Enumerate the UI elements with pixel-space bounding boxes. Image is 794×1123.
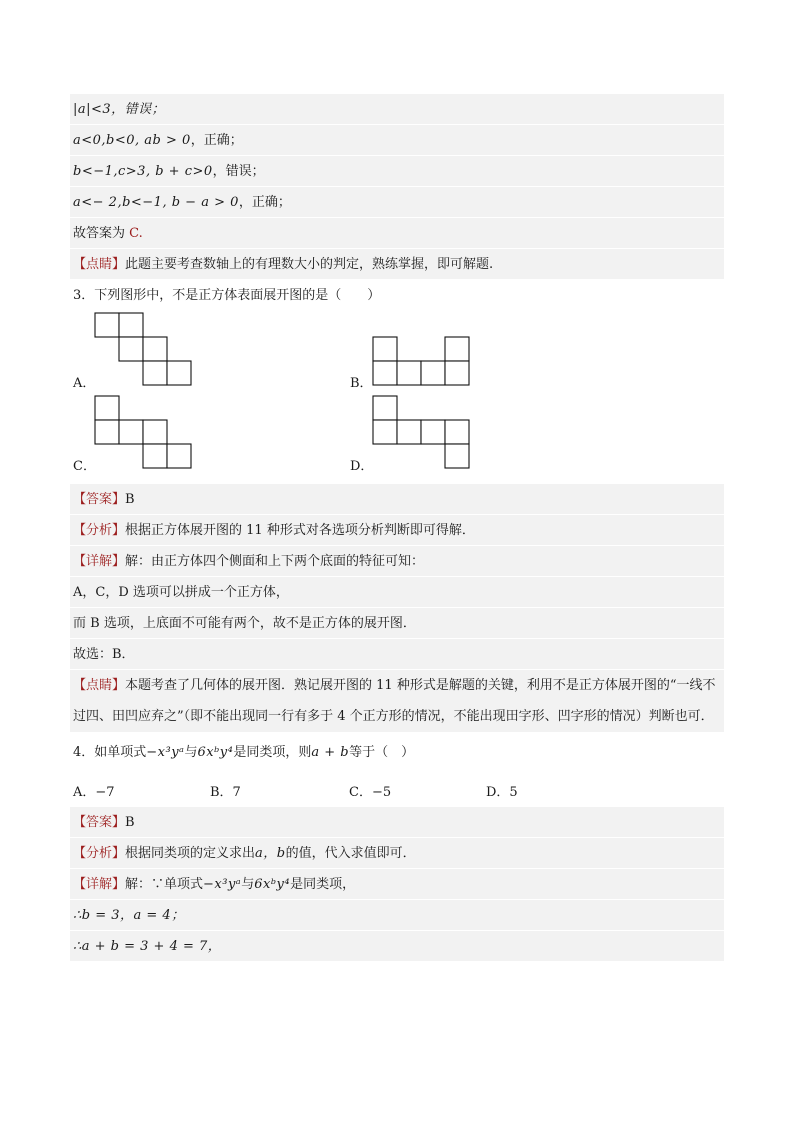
solution-line-1 [70,94,724,125]
verdict-text: ，错误； [212,164,265,179]
detail-tag: 【详解】 [73,554,126,569]
monomial-1: −x³yᵃ [146,745,185,760]
answer-prefix: 故答案为 [73,226,126,241]
option-a-label: A． [73,376,96,391]
stem-end: 等于（ ） [349,745,415,760]
option-c: C．−5 [349,785,392,800]
previous-solution [70,94,724,280]
net-square [95,420,119,444]
analysis-text: 根据正方体展开图的 11 种形式对各选项分析判断即可得解． [125,523,475,538]
detail-line-4: 故选：B． [70,639,724,670]
dianjing-tag: 【点睛】 [73,257,126,272]
option-b: B．7 [210,785,241,800]
sum-expression: a + b [311,745,350,760]
math-expression: a<0,b<0, ab > 0 [73,133,191,148]
figure-c [94,395,196,471]
math-step: ∴a + b = 3 + 4 = 7， [73,939,222,954]
step-line-2 [70,931,724,962]
net-square [167,361,191,385]
net-square [95,313,119,337]
math-step: ∴b = 3，a = 4； [73,908,185,923]
net-square [421,361,445,385]
net-square [397,361,421,385]
answer-line [70,484,724,515]
net-square [119,420,143,444]
answer-tag: 【答案】 [73,492,126,507]
detail-mid: 与 [241,877,255,892]
verdict-text: ，正确； [238,195,291,210]
math-expression: b<−1,c>3, b + c>0 [73,164,213,179]
detail-tag: 【详解】 [73,877,126,892]
detail-line [70,546,724,577]
analysis-variables: a，b [255,846,286,861]
detail-line-3: 而 B 选项，上底面不可能有两个，故不是正方体的展开图． [70,608,724,639]
question-3-figures [70,312,724,484]
monomial-2: 6xᵇy⁴ [197,745,234,760]
net-square [143,337,167,361]
net-square [373,361,397,385]
option-b-label: B． [350,376,373,391]
question-3-solution [70,484,724,733]
net-square [445,361,469,385]
net-square [167,444,191,468]
step-line-1 [70,900,724,931]
math-expression: a<− 2,b<−1, b − a > 0 [73,195,239,210]
option-d: D．5 [486,785,518,800]
detail-text: 解：由正方体四个侧面和上下两个底面的特征可知： [125,554,425,569]
option-d-label: D． [350,459,374,474]
net-square [95,396,119,420]
dianjing-line [70,249,724,280]
dianjing-text: 此题主要考查数轴上的有理数大小的判定，熟练掌握，即可解题. [125,257,494,272]
math-expression: |a|<3，错误； [73,102,166,117]
option-a: A．−7 [73,785,115,800]
analysis-text: 根据同类项的定义求出 [125,846,256,861]
dianjing-paragraph [70,670,724,733]
net-square [143,444,167,468]
net-square [143,420,167,444]
document-page [70,94,724,962]
question-3-stem: 3．下列图形中，不是正方体表面展开图的是（ ） [73,288,381,303]
analysis-tag: 【分析】 [73,846,126,861]
analysis-tag: 【分析】 [73,523,126,538]
net-square [445,444,469,468]
detail-line [70,869,724,900]
verdict-text: ，正确； [190,133,243,148]
net-square [119,313,143,337]
analysis-line [70,838,724,869]
monomial-1: −x³yᵃ [203,877,242,892]
answer-line [70,807,724,838]
figure-a [94,312,196,388]
net-square [373,396,397,420]
net-square [445,420,469,444]
detail-line-2: A，C，D 选项可以拼成一个正方体， [70,577,724,608]
answer-value: C. [129,226,143,241]
option-c-label: C． [73,459,96,474]
analysis-text-end: 的值，代入求值即可． [285,846,416,861]
monomial-2: 6xᵇy⁴ [254,877,291,892]
solution-line-2 [70,125,724,156]
analysis-line [70,515,724,546]
answer-tag: 【答案】 [73,815,126,830]
detail-text-end: 是同类项， [290,877,356,892]
question-4-options [70,773,724,807]
solution-line-4 [70,187,724,218]
net-square [421,420,445,444]
net-square [373,420,397,444]
stem-mid: 与 [184,745,198,760]
net-square [143,361,167,385]
dianjing-text: 本题考查了几何体的展开图．熟记展开图的 11 种形式是解题的关键，利用不是正方体展开图的“一线不过四、田凹应弃之”（即不能出现同一行有多于 4 个正方形的情况，不能出现田字形、凹字形的情况）判断也可． [73,678,716,724]
question-4-stem [70,733,724,773]
figure-d [372,395,474,471]
net-square [119,337,143,361]
answer-value: B [125,492,135,507]
figure-b [372,336,474,388]
net-square [445,337,469,361]
answer-line [70,218,724,249]
answer-value: B [125,815,135,830]
stem-prefix: 4．如单项式 [73,745,147,760]
net-square [397,420,421,444]
detail-text: 解：∵单项式 [125,877,204,892]
dianjing-tag: 【点睛】 [73,678,126,693]
stem-suffix: 是同类项，则 [233,745,312,760]
question-4-solution [70,807,724,962]
solution-line-3 [70,156,724,187]
net-square [373,337,397,361]
